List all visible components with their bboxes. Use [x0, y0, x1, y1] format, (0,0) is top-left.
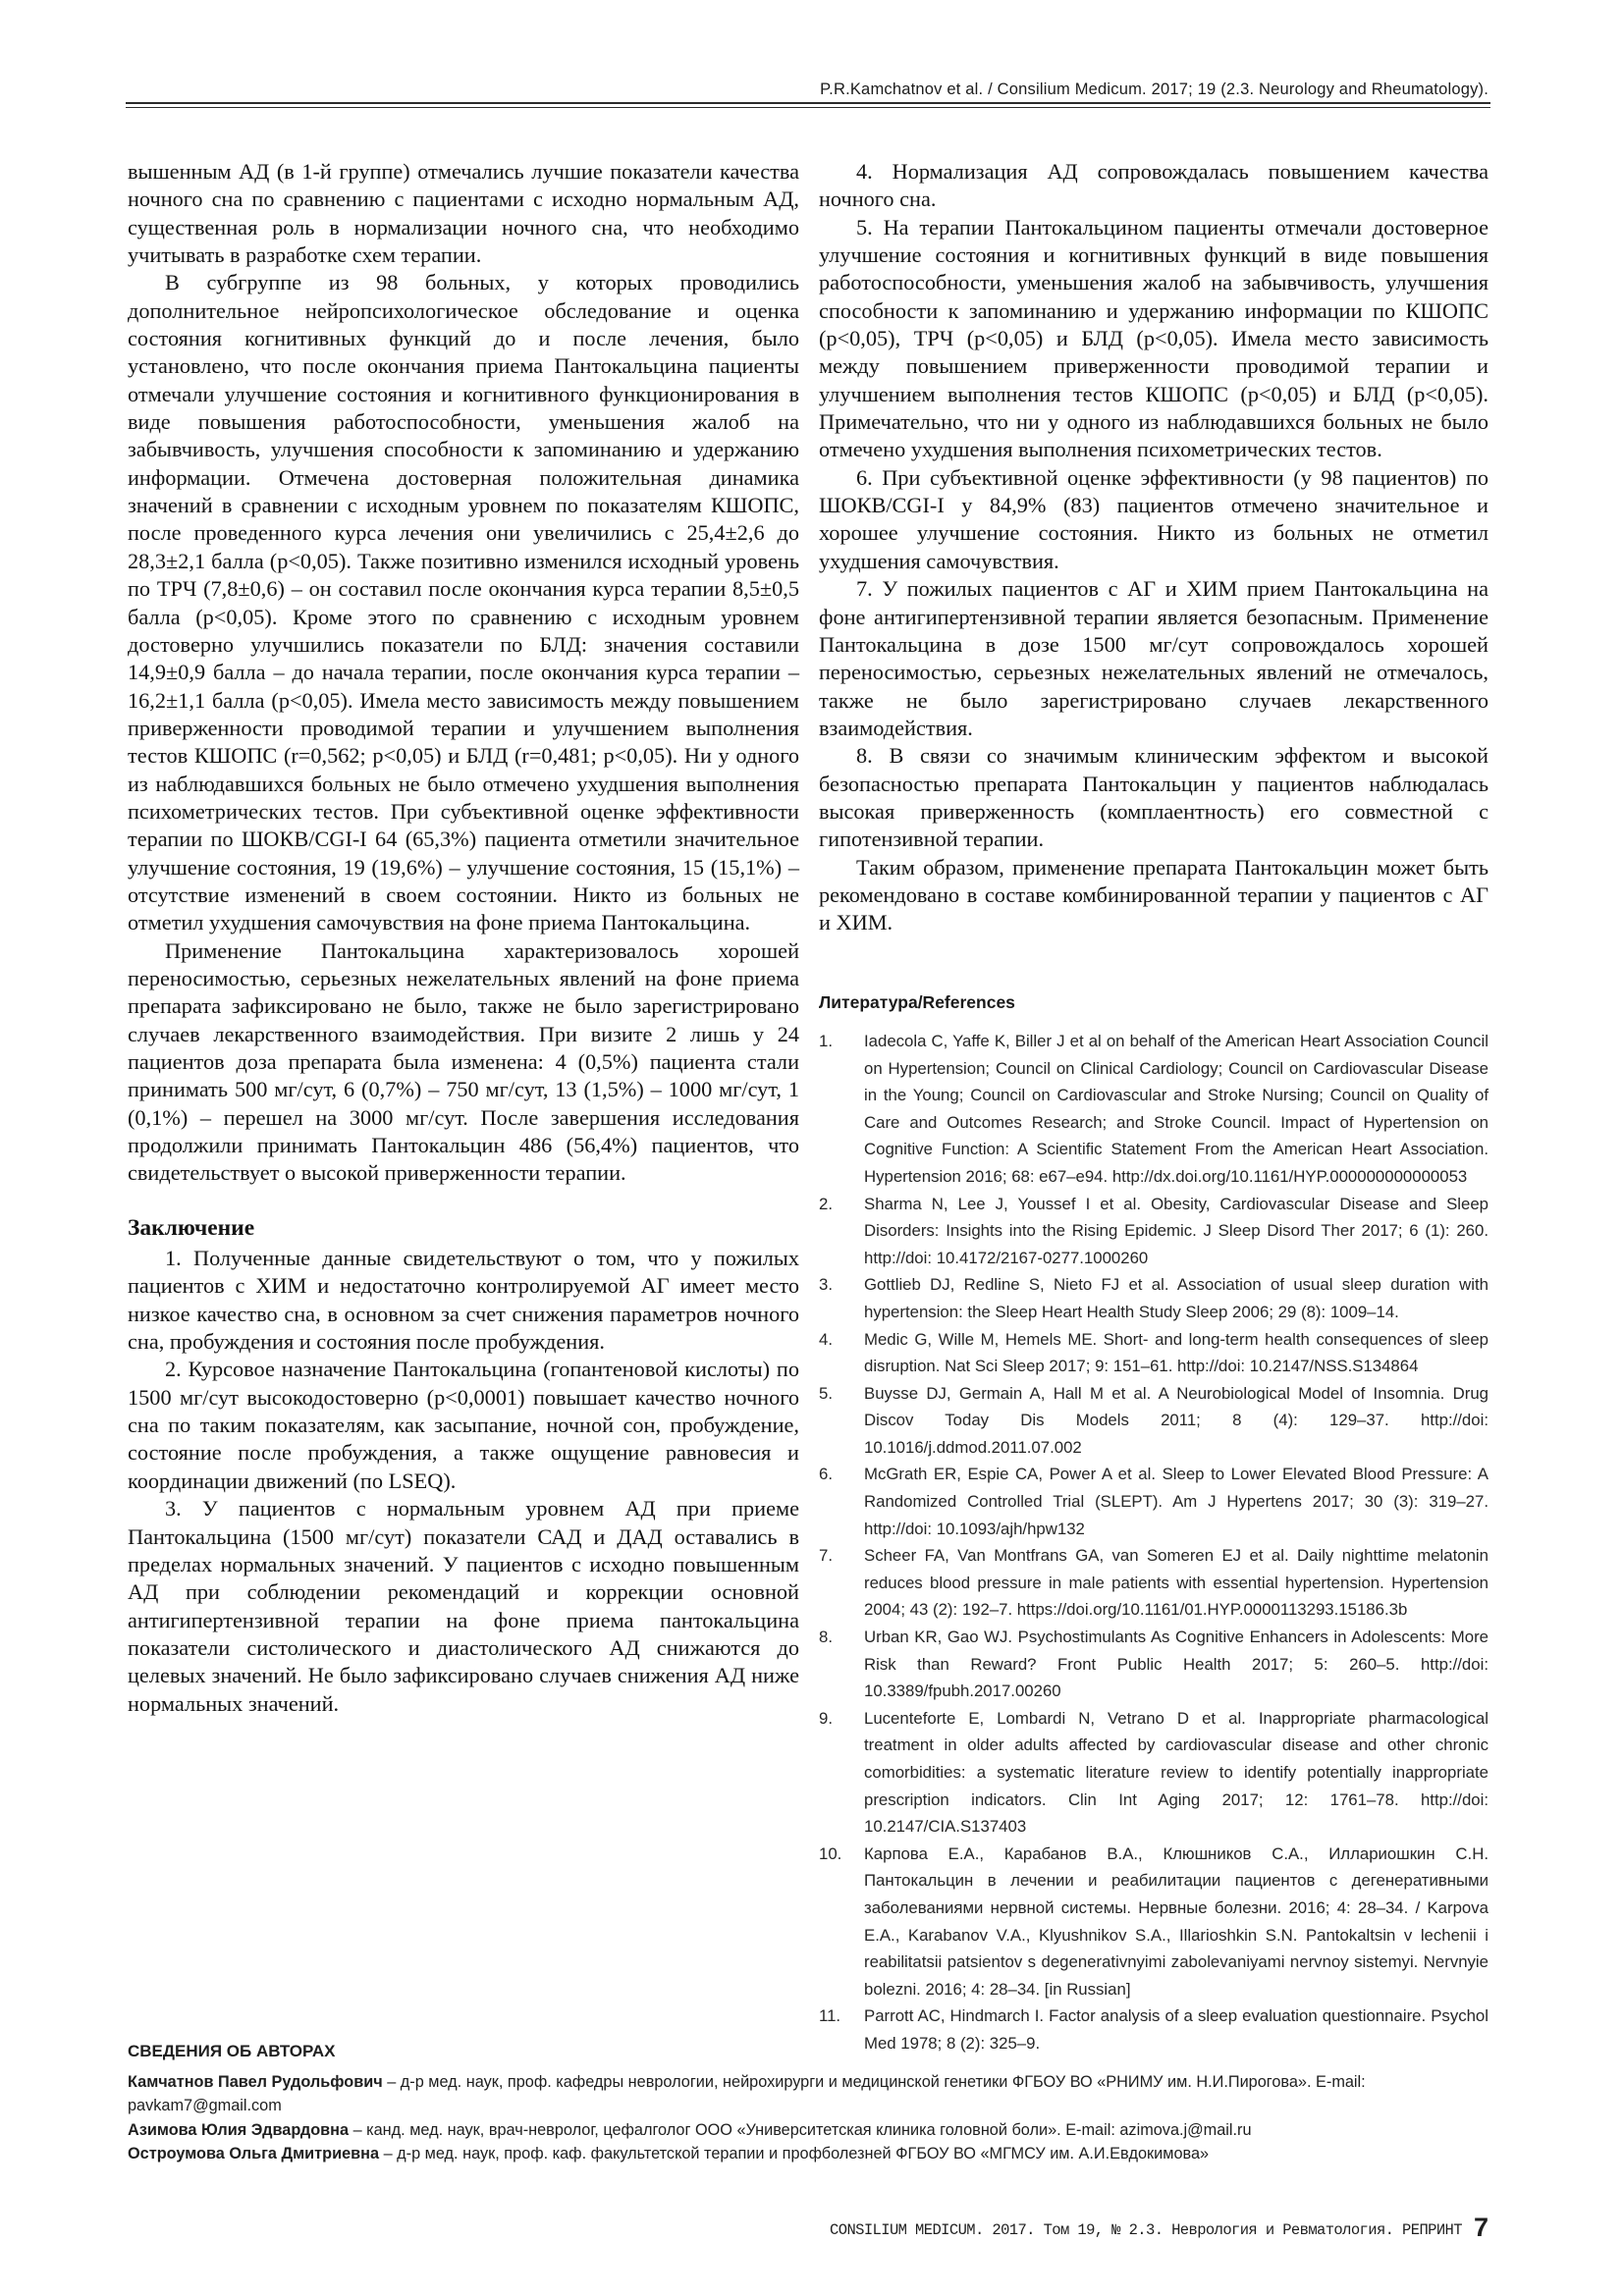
author-line — [128, 2070, 1494, 2118]
reference-number: 11. — [819, 2006, 841, 2026]
body-paragraph: В субгруппе из 98 больных, у которых проводились дополнительное нейропсихологическое обследование и оценка состояния когнитивных функций до и после лечения, было установлено, что после окончания приема Пантокальцина пациенты отмечали улучшение состояния и когнитивного функционирования в виде повышения работоспособности, уменьшения жалоб на забывчивость, улучшения способности к запоминанию и удержанию информации. Отмечена достоверная положительная динамика значений в сравнении с исходным уровнем по показателям КШОПС, после проведенного курса лечения они увеличились с 25,4±2,6 до 28,3±2,1 балла (p<0,05). Также позитивно изменился исходный уровень по ТРЧ (7,8±0,6) – он составил после окончания курса терапии 8,5±0,5 балла (p<0,05). Кроме этого по сравнению с исходным уровнем достоверно улучшились показатели по БЛД: значения составили 14,9±0,9 балла – до начала терапии, после окончания курса терапии – 16,2±1,1 балла (p<0,05). Имела место зависимость между повышением приверженности проводимой терапии и улучшением выполнения тестов КШОПС (r=0,562; p<0,05) и БЛД (r=0,481; p<0,05). Ни у одного из наблюдавшихся больных не было отмечено ухудшения выполнения психометрических тестов. При субъективной оценке эффективности терапии по ШОКВ/CGI-I 64 (65,3%) пациента отметили значительное улучшение состояния, 19 (19,6%) – улучшение состояния, 15 (15,1%) – отсутствие изменений в своем состоянии. Никто из больных не отметил ухудшения самочувствия на фоне приема Пантокальцина. — [128, 270, 799, 935]
body-paragraph: вышенным АД (в 1-й группе) отмечались лучшие показатели качества ночного сна по сравнению с пациентами с исходно нормальным АД, существенная роль в нормализации ночного сна, что необходимо учитывать в разработке схем терапии. — [128, 159, 799, 268]
author-name: Камчатнов Павел Рудольфович — [128, 2073, 383, 2091]
reference-text: Gottlieb DJ, Redline S, Nieto FJ et al. Association of usual sleep duration with hypertension: the Sleep Heart Health Study Sleep 2006; 29 (8): 1009–14. — [864, 1275, 1489, 1321]
reference-item — [819, 1624, 1489, 1705]
authors-heading: СВЕДЕНИЯ ОБ АВТОРАХ — [128, 2042, 336, 2060]
author-details: – д-р мед. наук, проф. каф. факультетской терапии и профболезней ФГБОУ ВО «МГМСУ им. А.И.Евдокимова» — [379, 2144, 1210, 2163]
reference-text: Iadecola C, Yaffe K, Biller J et al on behalf of the American Heart Association Council on Hypertension; Council on Clinical Cardiology; Council on Cardiovascular Disease in the Young; Council on Cardiovascular and Stroke Nursing; Council on Quality of Care and Outcomes Research; and Stroke Council. Impact of Hypertension on Cognitive Function: A Scientific Statement From the American Heart Association. Hypertension 2016; 68: e67–e94. http://dx.doi.org/10.1161/HYP.000000000000053 — [864, 1031, 1489, 1186]
author-name: Остроумова Ольга Дмитриевна — [128, 2144, 380, 2163]
reference-item — [819, 1271, 1489, 1325]
conclusion-item: 2. Курсовое назначение Пантокальцина (гопантеновой кислоты) по 1500 мг/сут высокодостоверно (p<0,0001) повышает качество ночного сна по таким показателям, как засыпание, ночной сон, пробуждение, состояние после пробуждения, а также ощущение равновесия и координации движений (по LSEQ). — [128, 1357, 799, 1493]
page-footer — [128, 2211, 1489, 2241]
reference-item — [819, 1380, 1489, 1462]
left-column — [128, 158, 799, 1718]
reference-number: 2. — [819, 1194, 833, 1213]
reference-text: McGrath ER, Espie CA, Power A et al. Sleep to Lower Elevated Blood Pressure: A Randomized Controlled Trial (SLEPT). Am J Hypertens 2017; 30 (3): 319–27. http://doi: 10.1093/ajh/hpw132 — [864, 1465, 1489, 1538]
conclusion-item: 4. Нормализация АД сопровождалась повышением качества ночного сна. — [819, 159, 1489, 212]
conclusion-item: 5. На терапии Пантокальцином пациенты отмечали достоверное улучшение состояния и когнитивных функций в виде повышения работоспособности, уменьшения жалоб на забывчивость, улучшения способности к запоминанию и удержанию информации по КШОПС (p<0,05), ТРЧ (p<0,05) и БЛД (p<0,05). Имела место зависимость между повышением приверженности проводимой терапии и улучшением выполнения тестов КШОПС (p<0,05) и БЛД (p<0,05). Примечательно, что ни у одного из наблюдавшихся больных не было отмечено ухудшения выполнения психометрических тестов. — [819, 214, 1489, 462]
reference-text: Parrott AC, Hindmarch I. Factor analysis of a sleep evaluation questionnaire. Psychol Med 1978; 8 (2): 325–9. — [864, 2006, 1489, 2053]
conclusion-heading: Заключение — [128, 1214, 255, 1241]
conclusion-item: 6. При субъективной оценке эффективности (у 98 пациентов) по ШОКВ/CGI-I у 84,9% (83) пациентов отмечено значительное и хорошее улучшение состояния. Никто из больных не отметил ухудшения самочувствия. — [819, 464, 1489, 573]
header-double-rule — [126, 102, 1490, 108]
closing-paragraph: Таким образом, применение препарата Пантокальцин может быть рекомендовано в составе комбинированной терапии у пациентов с АГ и ХИМ. — [819, 854, 1489, 935]
reference-number: 3. — [819, 1275, 833, 1295]
reference-item — [819, 1326, 1489, 1380]
author-line — [128, 2142, 1494, 2165]
page-number: 7 — [1473, 2213, 1489, 2242]
reference-text: Lucenteforte E, Lombardi N, Vetrano D et al. Inappropriate pharmacological treatment in older adults affected by cardiovascular disease and other chronic comorbidities: a systematic literature review to identify potentially inappropriate prescription indicators. Clin Int Aging 2017; 12: 1761–78. http://doi: 10.2147/CIA.S137403 — [864, 1708, 1489, 1837]
authors-section — [128, 2042, 1494, 2165]
reference-number: 10. — [819, 1843, 842, 1863]
author-details: – канд. мед. наук, врач-невролог, цефалголог ООО «Университетская клиника головной боли». E-mail: azimova.j@mail.ru — [349, 2120, 1252, 2139]
reference-text: Scheer FA, Van Montfrans GA, van Someren EJ et al. Daily nighttime melatonin reduces blood pressure in male patients with essential hypertension. Hypertension 2004; 43 (2): 192–7. https://doi.org/10.1161/01.HYP.0000113293.15186.3b — [864, 1546, 1489, 1620]
author-details: – д-р мед. наук, проф. кафедры неврологии, нейрохирурги и медицинской генетики ФГБОУ ВО «РНИМУ им. Н.И.Пирогова». E-mail: pavkam7@gmail.com — [128, 2073, 1366, 2115]
reference-number: 5. — [819, 1383, 833, 1403]
body-paragraph: Применение Пантокальцина характеризовалось хорошей переносимостью, серьезных нежелательных явлений на фоне приема препарата зафиксировано не было, также не было зарегистрировано случаев лекарственного взаимодействия. При визите 2 лишь у 24 пациентов доза препарата была изменена: 4 (0,5%) пациента стали принимать 500 мг/сут, 6 (0,7%) – 750 мг/сут, 13 (1,5%) – 1000 мг/сут, 1 (0,1%) – перешел на 3000 мг/сут. После завершения исследования продолжили принимать Пантокальцин 486 (56,4%) пациентов, что свидетельствует о высокой приверженности терапии. — [128, 937, 799, 1186]
right-column — [819, 158, 1489, 2057]
reference-item — [819, 1461, 1489, 1542]
reference-number: 6. — [819, 1465, 833, 1484]
author-line — [128, 2118, 1494, 2142]
reference-item — [819, 1542, 1489, 1624]
author-name: Азимова Юлия Эдвардовна — [128, 2120, 350, 2139]
reference-text: Medic G, Wille M, Hemels ME. Short- and long-term health consequences of sleep disruption. Nat Sci Sleep 2017; 9: 151–61. http://doi: 10.2147/NSS.S134864 — [864, 1329, 1489, 1376]
reference-text: Buysse DJ, Germain A, Hall M et al. A Neurobiological Model of Insomnia. Drug Discov Today Dis Models 2011; 8 (4): 129–37. http://doi: 10.1016/j.ddmod.2011.07.002 — [864, 1383, 1489, 1457]
reference-item — [819, 1028, 1489, 1191]
reference-number: 9. — [819, 1708, 833, 1728]
reference-number: 1. — [819, 1031, 833, 1050]
reference-text: Sharma N, Lee J, Youssef I et al. Obesity, Cardiovascular Disease and Sleep Disorders: Insights into the Rising Epidemic. J Sleep Disord Ther 2017; 6 (1): 260. http://doi: 10.4172/2167-0277.1000260 — [864, 1194, 1489, 1267]
conclusion-item: 7. У пожилых пациентов с АГ и ХИМ прием Пантокальцина на фоне антигипертензивной терапии является безопасным. Применение Пантокальцина в дозе 1500 мг/сут сопровождалось хорошей переносимостью, серьезных нежелательных явлений не отмечалось, также не было зарегистрировано случаев лекарственного взаимодействия. — [819, 576, 1489, 740]
conclusion-item: 3. У пациентов с нормальным уровнем АД при приеме Пантокальцина (1500 мг/сут) показатели САД и ДАД оставались в пределах нормальных значений. У пациентов с исходно повышенным АД при соблюдении рекомендаций и коррекции основной антигипертензивной терапии на фоне приема пантокальцина показатели систолического и диастолического АД снижаются до целевых значений. Не было зафиксировано случаев снижения АД ниже нормальных значений. — [128, 1496, 799, 1716]
reference-number: 7. — [819, 1546, 833, 1566]
running-head: P.R.Kamchatnov et al. / Consilium Medicum. 2017; 19 (2.3. Neurology and Rheumatology). — [820, 80, 1489, 98]
reference-number: 4. — [819, 1329, 833, 1349]
conclusion-item: 1. Полученные данные свидетельствуют о том, что у пожилых пациентов с ХИМ и недостаточно контролируемой АГ имеет место низкое качество сна, в основном за счет снижения параметров ночного сна, пробуждения и состояния после пробуждения. — [128, 1246, 799, 1355]
reference-number: 8. — [819, 1628, 833, 1647]
footer-journal-line: CONSILIUM MEDICUM. 2017. Том 19, № 2.3. Неврология и Ревматология. РЕПРИНТ — [830, 2221, 1462, 2239]
reference-item — [819, 1841, 1489, 2003]
reference-text: Urban KR, Gao WJ. Psychostimulants As Cognitive Enhancers in Adolescents: More Risk than Reward? Front Public Health 2017; 5: 260–5. http://doi: 10.3389/fpubh.2017.00260 — [864, 1628, 1489, 1701]
reference-item — [819, 1705, 1489, 1841]
references-heading: Литература/References — [819, 991, 1015, 1012]
reference-item — [819, 1191, 1489, 1272]
reference-text: Карпова Е.А., Карабанов В.А., Клюшников С.А., Иллариошкин С.Н. Пантокальцин в лечении и реабилитации пациентов с дегенеративными заболеваниями нервной системы. Нервные болезни. 2016; 4: 28–34. / Karpova E.A., Karabanov V.A., Klyushnikov S.A., Illarioshkin S.N. Pantokaltsin v lechenii i reabilitatsii patsientov s degenerativnyimi zabolevaniyami nervnoy sistemyi. Nervnyie bolezni. 2016; 4: 28–34. [in Russian] — [864, 1843, 1489, 1999]
conclusion-item: 8. В связи со значимым клиническим эффектом и высокой безопасностью препарата Пантокальцин у пациентов наблюдалась высокая приверженность (комплаентность) его совместной с гипотензивной терапии. — [819, 743, 1489, 852]
